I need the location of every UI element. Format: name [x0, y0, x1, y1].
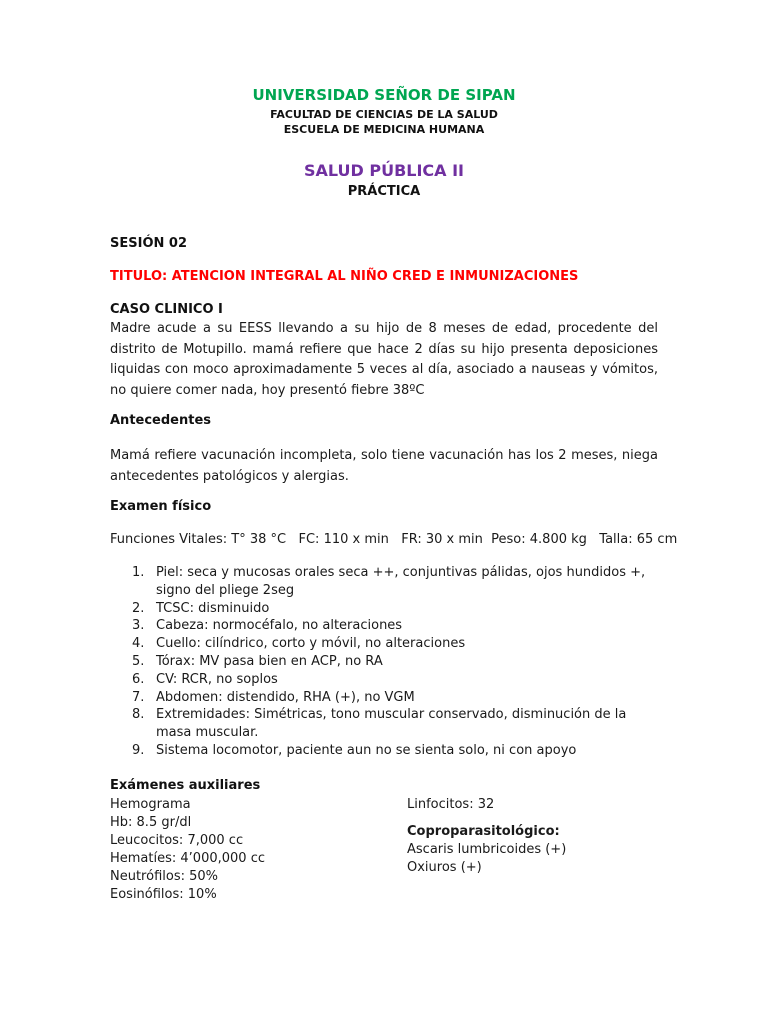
- exam-list-item: [110, 706, 658, 742]
- list-item-number: 2.: [132, 600, 145, 616]
- list-item-number: 8.: [132, 707, 145, 723]
- course-title: SALUD PÚBLICA II: [303, 161, 465, 180]
- exam-list-item: [110, 689, 658, 707]
- lab-result: Hemograma: [110, 797, 191, 812]
- case-description: Madre acude a su EESS llevando a su hijo de 8 meses de edad, procedente del distrito de Motupillo. mamá refiere que hace 2 días su hijo presenta deposiciones liquidas con moco aproximadamente 5 veces al día, asociado a nauseas y vómitos, no quiere comer nada, hoy presentó fiebre 38ºC: [110, 321, 658, 398]
- list-item-text: Piel: seca y mucosas orales seca ++, conjuntivas pálidas, ojos hundidos +, signo del pliege 2seg: [156, 565, 646, 598]
- list-item-text: Cuello: cilíndrico, corto y móvil, no alteraciones: [156, 636, 466, 652]
- university-name: UNIVERSIDAD SEÑOR DE SIPAN: [252, 86, 516, 104]
- list-item-text: TCSC: disminuido: [156, 600, 270, 616]
- physical-exam-heading: Examen físico: [110, 499, 212, 514]
- coproparasitologico-results: [407, 841, 566, 877]
- lab-result: Hb: 8.5 gr/dl: [110, 815, 192, 830]
- exam-list-item: [110, 671, 658, 689]
- auxiliary-exams-left-column: [110, 796, 265, 904]
- list-item-number: 4.: [132, 636, 145, 652]
- session-heading: SESIÓN 02: [110, 236, 187, 251]
- exam-list-item: [110, 653, 658, 671]
- exam-list-item: [110, 635, 658, 653]
- case-heading: CASO CLINICO I: [110, 302, 223, 317]
- lymphocytes-value: Linfocitos: 32: [407, 797, 495, 812]
- auxiliary-exams-right-column: [407, 796, 566, 877]
- list-item-number: 3.: [132, 618, 145, 634]
- exam-list-item: [110, 564, 658, 600]
- list-item-number: 5.: [132, 653, 145, 669]
- topic-title: TITULO: ATENCION INTEGRAL AL NIÑO CRED E INMUNIZACIONES: [110, 269, 579, 284]
- faculty-name: FACULTAD DE CIENCIAS DE LA SALUD: [270, 108, 498, 121]
- list-item-text: Tórax: MV pasa bien en ACP, no RA: [156, 653, 383, 669]
- lab-result: Hematíes: 4’000,000 cc: [110, 851, 265, 866]
- list-item-number: 9.: [132, 742, 145, 758]
- school-name: ESCUELA DE MEDICINA HUMANA: [283, 123, 485, 136]
- coproparasitologico-heading: Coproparasitológico:: [407, 824, 560, 839]
- antecedentes-text: Mamá refiere vacunación incompleta, solo tiene vacunación has los 2 meses, niega antecedentes patológicos y alergias.: [110, 448, 658, 484]
- vital-signs: Funciones Vitales: T° 38 °C FC: 110 x min FR: 30 x min Peso: 4.800 kg Talla: 65 cm: [110, 532, 678, 547]
- list-item-text: Extremidades: Simétricas, tono muscular conservado, disminución de la masa muscular.: [156, 707, 627, 741]
- list-item-text: Cabeza: normocéfalo, no alteraciones: [156, 618, 403, 634]
- auxiliary-exams-heading: Exámenes auxiliares: [110, 778, 261, 793]
- antecedentes-heading: Antecedentes: [110, 413, 212, 428]
- lab-result: Leucocitos: 7,000 cc: [110, 833, 244, 848]
- document-subtitle: PRÁCTICA: [347, 184, 421, 199]
- exam-list-item: [110, 600, 658, 618]
- list-item-text: Abdomen: distendido, RHA (+), no VGM: [156, 689, 415, 705]
- parasite-result: Ascaris lumbricoides (+): [407, 842, 567, 857]
- lab-result: Eosinófilos: 10%: [110, 887, 217, 902]
- list-item-number: 7.: [132, 689, 145, 705]
- parasite-result: Oxiuros (+): [407, 860, 482, 875]
- exam-list-item: [110, 617, 658, 635]
- physical-exam-list: [110, 564, 658, 760]
- list-item-number: 1.: [132, 565, 145, 580]
- list-item-text: CV: RCR, no soplos: [156, 671, 278, 687]
- list-item-text: Sistema locomotor, paciente aun no se sienta solo, ni con apoyo: [156, 742, 577, 758]
- list-item-number: 6.: [132, 671, 145, 687]
- exam-list-item: [110, 742, 658, 760]
- lab-result: Neutrófilos: 50%: [110, 869, 219, 884]
